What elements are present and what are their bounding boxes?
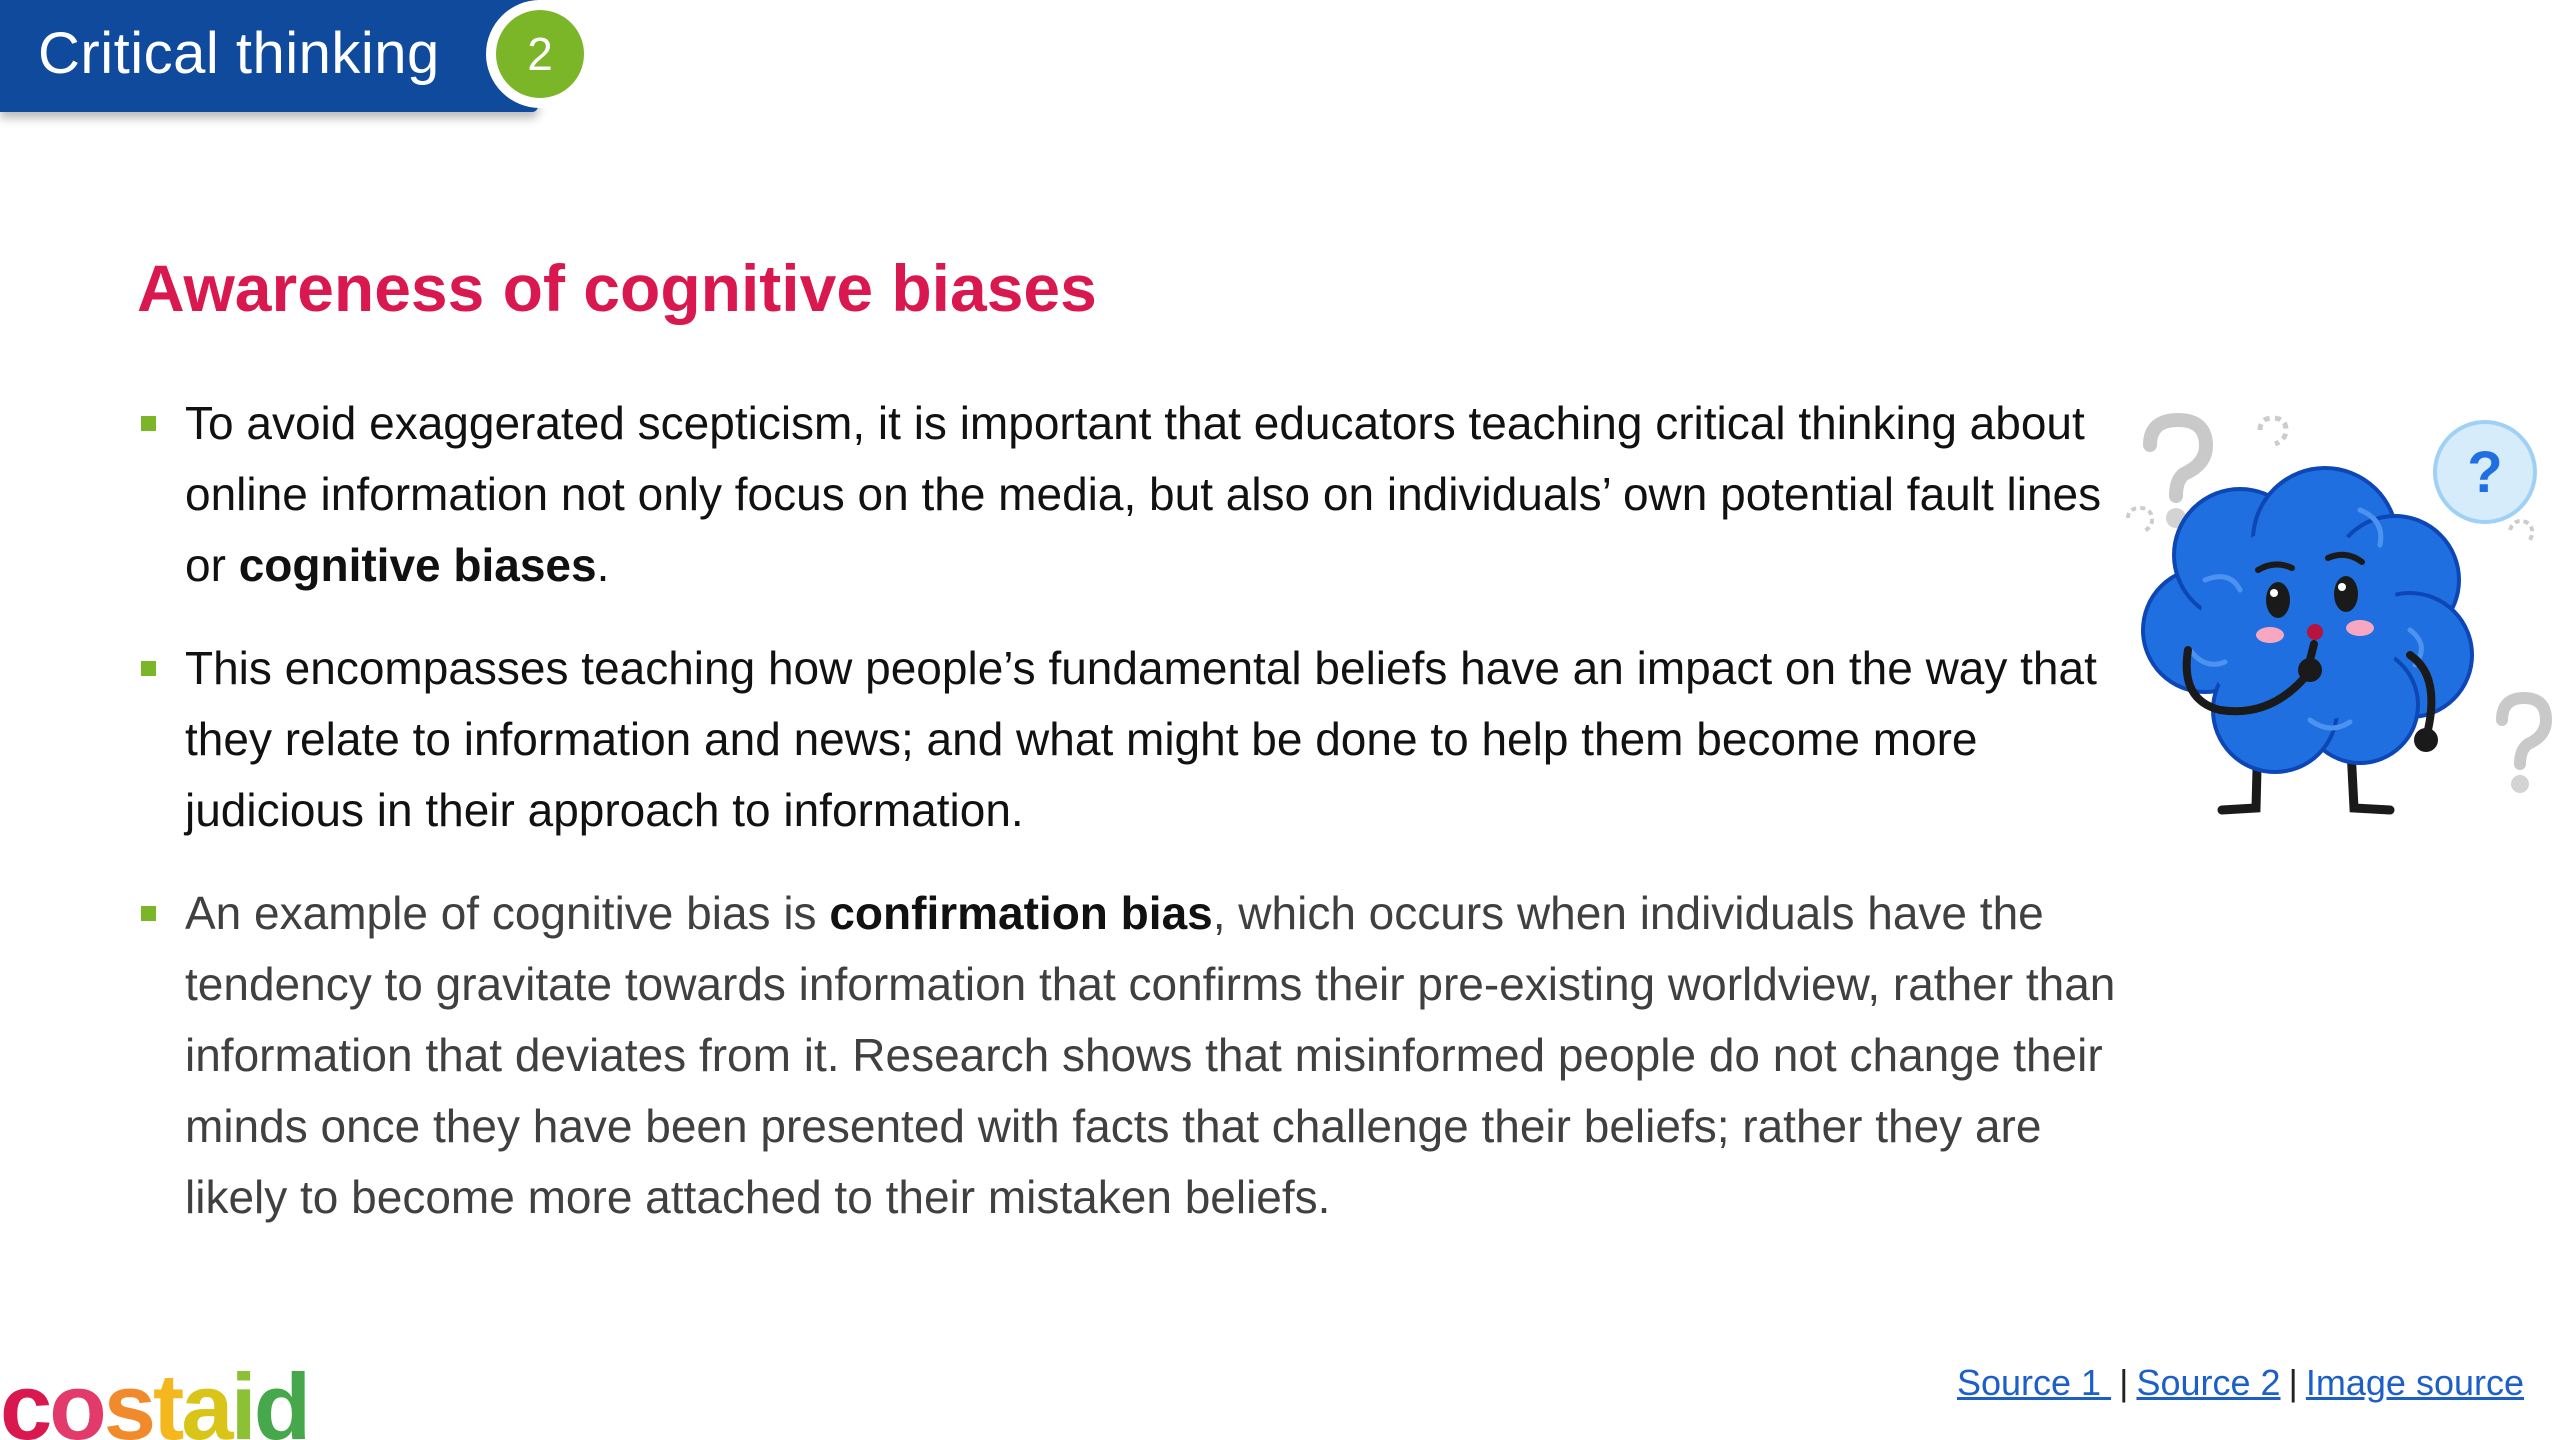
bullet-item [137,633,2117,846]
logo-letter: o [49,1354,104,1440]
costaid-logo [0,1354,309,1440]
logo-letter: c [0,1354,50,1440]
separator: | [2119,1362,2129,1403]
bullet-text: To avoid exaggerated scepticism, it is important that educators teaching critical thinking about online information not only focus on the media, but also on individuals’ own potential fault lines or [185,397,2102,591]
header-tab [0,0,538,112]
slide-heading: Awareness of cognitive biases [137,251,1097,325]
svg-text:?: ? [2467,440,2503,505]
bullet-text: This encompasses teaching how people’s fundamental beliefs have an impact on the way that they relate to information and news; and what might be done to help them become more judicious in their approach to information. [185,642,2097,836]
bullet-bold-term: cognitive biases [238,539,597,591]
bullet-bold-term: confirmation bias [829,887,1213,939]
footer-links [1957,1362,2524,1404]
source-1-link[interactable]: Source 1 [1956,1362,2112,1403]
thinking-brain-icon [2110,400,2560,840]
section-number-badge: 2 [496,10,584,98]
bullet-marker [141,416,156,431]
source-2-link[interactable]: Source 2 [2136,1362,2281,1403]
image-source-link[interactable]: Image source [2305,1362,2524,1403]
logo-letter: s [103,1354,153,1440]
bullet-item [137,878,2117,1233]
separator: | [2288,1362,2298,1403]
bullet-marker [141,661,156,676]
bullet-text: . [596,539,610,591]
logo-letter: t [152,1354,182,1440]
bullet-marker [141,906,156,921]
logo-letter: a [181,1354,231,1440]
bullet-text: An example of cognitive bias is [185,887,830,939]
header-title: Critical thinking [38,21,440,86]
logo-letter: i [230,1354,254,1440]
bullet-item [137,388,2117,601]
thinking-brain-illustration [2110,400,2560,840]
speech-bubble-icon [2435,422,2535,522]
question-mark-icon [2150,420,2206,496]
logo-letter: d [253,1354,309,1440]
bullet-list [137,388,2117,1265]
bullet-text: , which occurs when individuals have the tendency to gravitate towards information that confirms their pre-existing worldview, rather than information that deviates from it. Research shows that misinformed people do not change their minds once they have been presented with facts that challenge their beliefs; rather they are likely to become more attached to their mistaken beliefs. [185,887,2116,1223]
